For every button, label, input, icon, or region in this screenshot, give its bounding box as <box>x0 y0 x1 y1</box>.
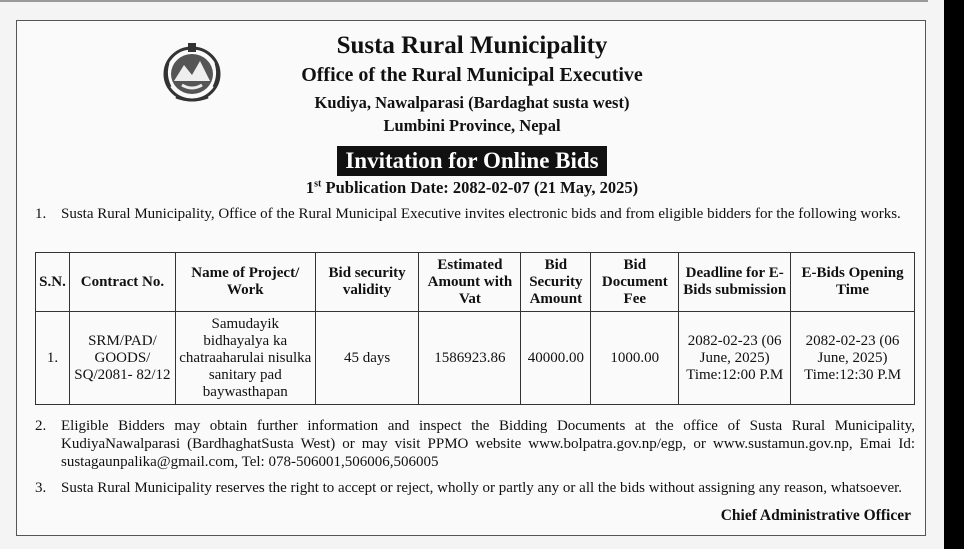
signature: Chief Administrative Officer <box>720 507 911 524</box>
notice-header <box>17 21 925 226</box>
office-name: Office of the Rural Municipal Executive <box>301 64 643 86</box>
table-cell: SRM/PAD/ GOODS/ SQ/2081- 82/12 <box>69 312 175 405</box>
col-header: Bid Security Amount <box>521 253 591 312</box>
paragraph-text: Susta Rural Municipality, Office of the Rural Municipal Executive invites electronic bids and from eligible bidders for the following works. <box>61 206 901 222</box>
col-header: S.N. <box>36 253 70 312</box>
pub-ordinal: 1 <box>305 178 315 197</box>
col-header: E-Bids Opening Time <box>791 253 915 312</box>
address-line-2: Lumbini Province, Nepal <box>383 116 561 135</box>
org-name: Susta Rural Municipality <box>336 32 608 59</box>
col-header: Estimated Amount with Vat <box>419 253 521 312</box>
col-header: Deadline for E-Bids submission <box>679 253 791 312</box>
paragraph-number: 1. <box>35 206 47 222</box>
bids-table <box>35 252 915 405</box>
col-header: Bid Document Fee <box>591 253 679 312</box>
table-cell: 2082-02-23 (06 June, 2025) Time:12:00 P.M <box>679 312 791 405</box>
table-cell: 1586923.86 <box>419 312 521 405</box>
table-cell: 1. <box>36 312 70 405</box>
bid-notice <box>16 20 926 536</box>
paragraph-number: 2. <box>35 418 47 434</box>
paragraph-2 <box>35 417 915 471</box>
table-cell: 45 days <box>315 312 419 405</box>
paragraph-1 <box>35 205 915 223</box>
paragraph-3 <box>35 479 915 497</box>
scrollbar-edge <box>944 0 964 549</box>
col-header: Bid security validity <box>315 253 419 312</box>
table-cell: Samudayik bidhayalya ka chatraaharulai nisulka sanitary pad baywasthapan <box>175 312 315 405</box>
title-wrap <box>17 146 927 176</box>
pub-ordinal-suffix: st <box>314 178 322 190</box>
top-rule <box>0 0 928 2</box>
col-header: Contract No. <box>69 253 175 312</box>
paragraph-number: 3. <box>35 480 47 496</box>
paragraph-text: Eligible Bidders may obtain further information and inspect the Bidding Documents at the office of Susta Rural Municipality, KudiyaNawalparasi (BardhaghatSusta West) or may visit PPMO website www.bolpatra.gov.np/egp, or www.sustamun.gov.np, Emai Id: sustagaunpalika@gmail.com, Tel: 078-506001,506006,506005 <box>61 418 915 470</box>
paragraph-text: Susta Rural Municipality reserves the right to accept or reject, wholly or partly any or all the bids without assigning any reason, whatsoever. <box>61 480 903 496</box>
publication-date <box>17 178 927 198</box>
col-header: Name of Project/ Work <box>175 253 315 312</box>
address-line-1: Kudiya, Nawalparasi (Bardaghat susta west) <box>314 93 630 112</box>
table-cell: 1000.00 <box>591 312 679 405</box>
pub-date-text: Publication Date: 2082-02-07 (21 May, 2025) <box>321 178 639 197</box>
notice-title: Invitation for Online Bids <box>337 146 606 176</box>
table-cell: 40000.00 <box>521 312 591 405</box>
table-header-row <box>36 253 915 312</box>
table-row <box>36 312 915 405</box>
table-cell: 2082-02-23 (06 June, 2025) Time:12:30 P.M <box>791 312 915 405</box>
